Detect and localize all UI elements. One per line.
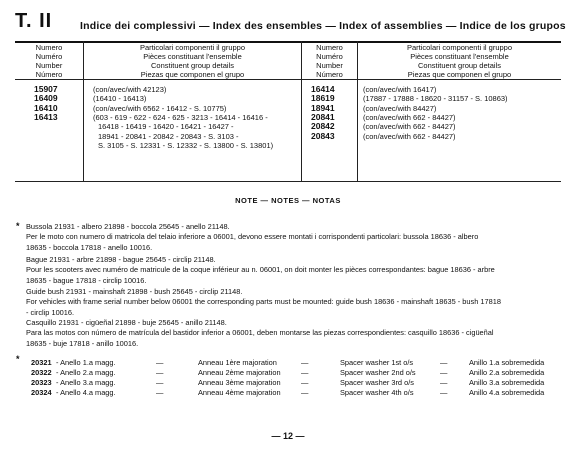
washer-dash: — — [440, 388, 448, 397]
header-details-right: Particolari componenti il gruppo Pièces constituant l'ensemble Constituent group details Piezas que componen el grupo — [406, 43, 513, 79]
washer-en: Spacer washer 3rd o/s — [340, 378, 414, 387]
table-row-details: (con/avec/with 16417) — [363, 85, 437, 94]
table-row-details: (con/avec/with 662 - 84427) — [363, 131, 456, 141]
washer-row — [0, 368, 576, 378]
table-row-details: (con/avec/with 42123) — [93, 85, 167, 94]
table-row-number: 20842 — [311, 121, 335, 132]
note-marker: * — [16, 221, 20, 231]
table-row-details: (con/avec/with 84427) — [363, 103, 437, 113]
washer-dash: — — [440, 358, 448, 367]
washer-fr: Anneau 3ème majoration — [198, 378, 281, 387]
notes-heading: NOTE — NOTES — NOTAS — [235, 196, 341, 205]
divider-header-bottom — [15, 79, 561, 80]
table-row-details: 16418 - 16419 - 16420 - 16421 - 16427 - — [98, 122, 234, 132]
table-row-number: 20843 — [311, 130, 335, 141]
table-row-details: (con/avec/with 662 - 84427) — [363, 122, 456, 132]
header-number-left: Numero Numéro Number Número — [35, 43, 63, 79]
washer-code: 20322 — [31, 368, 52, 377]
washer-row — [0, 358, 576, 368]
washer-it: - Anello 4.a magg. — [56, 388, 116, 397]
washer-es: Anillo 3.a sobremedida — [469, 378, 545, 387]
washer-en: Spacer washer 4th o/s — [340, 388, 414, 397]
header-details-left: Particolari componenti il gruppo Pièces constituant l'ensemble Constituent group details Piezas que componen el grupo — [139, 43, 246, 79]
table-row-details: (16410 - 16413) — [93, 94, 147, 104]
page-number: — 12 — — [271, 431, 305, 441]
table-row-number: 15907 — [34, 84, 58, 94]
table-row-number: 16414 — [311, 84, 335, 94]
washer-fr: Anneau 1ère majoration — [198, 358, 277, 367]
divider-table-bottom — [15, 181, 561, 182]
washer-it: - Anello 2.a magg. — [56, 368, 116, 377]
table-row-details: (con/avec/with 6562 - 16412 - S. 10775) — [93, 103, 227, 113]
table-row-number: 20841 — [311, 111, 335, 122]
washer-fr: Anneau 4ème majoration — [198, 388, 281, 397]
washer-dash: — — [156, 368, 164, 377]
washer-es: Anillo 2.a sobremedida — [469, 368, 545, 377]
washer-dash: — — [156, 358, 164, 367]
table-row-details: (17887 - 17888 - 18620 - 31157 - S. 10863) — [363, 94, 508, 104]
table-row-number: 18941 — [311, 102, 335, 113]
note-paragraph: Casquillo 21931 - cigüeñal 21898 - buje 25645 - anillo 21148. Para las motos con número de matrícula del bastidor inferior a 06001, deben montarse las piezas correspondientes: casquillo 18636 - cigüeñal 18635 - buje 17818 - anillo 10016. — [26, 318, 494, 348]
washer-en: Spacer washer 1st o/s — [340, 358, 414, 367]
washer-en: Spacer washer 2nd o/s — [340, 368, 416, 377]
washer-dash: — — [156, 378, 164, 387]
washer-code: 20324 — [31, 388, 52, 397]
table-row-number: 16409 — [34, 93, 58, 104]
table-row-number: 16413 — [34, 111, 58, 122]
table-code: T. II — [15, 10, 53, 32]
washer-row — [0, 378, 576, 388]
washer-row — [0, 388, 576, 398]
page-title: Indice dei complessivi — Index des ensembles — Index of assemblies — Indice de los grupos — [80, 20, 566, 32]
table-row-details: 18941 - 20841 - 20842 - 20843 - S. 3103 - — [98, 131, 239, 141]
washer-dash: — — [301, 378, 309, 387]
note-paragraph: Bague 21931 - arbre 21898 - bague 25645 - circlip 21148. Pour les scooters avec numéro de matricule de la coque inférieur au n. 06001, on doit monter les pièces correspondantes: bague 18636 - arbre 18635 - bague 17818 - circlip 10016. — [26, 255, 495, 285]
table-row-number: 16410 — [34, 102, 58, 113]
washer-dash: — — [440, 368, 448, 377]
washer-code: 20323 — [31, 378, 52, 387]
washer-es: Anillo 1.a sobremedida — [469, 358, 545, 367]
washer-it: - Anello 3.a magg. — [56, 378, 116, 387]
table-row-details: (603 - 619 - 622 - 624 - 625 - 3213 - 16414 - 16416 - — [93, 112, 268, 122]
washer-dash: — — [301, 368, 309, 377]
washer-fr: Anneau 2ème majoration — [198, 368, 281, 377]
washer-dash: — — [301, 388, 309, 397]
table-row-details: (con/avec/with 662 - 84427) — [363, 112, 456, 122]
table-row-number: 18619 — [311, 93, 335, 104]
washer-dash: — — [301, 358, 309, 367]
header-number-right: Numero Numéro Number Número — [316, 43, 343, 79]
washer-it: - Anello 1.a magg. — [56, 358, 116, 367]
washer-es: Anillo 4.a sobremedida — [469, 388, 545, 397]
note-paragraph: Guide bush 21931 - mainshaft 21898 - bush 25645 - circlip 21148. For vehicles with frame serial number below 06001 the corresponding parts must be mounted: guide bush 18636 - mainshaft 18635 - bush 17818 - circlip 10016. — [26, 287, 501, 317]
washer-dash: — — [156, 388, 164, 397]
washer-dash: — — [440, 378, 448, 387]
washer-marker: * — [16, 354, 20, 364]
washer-code: 20321 — [31, 358, 52, 367]
note-paragraph: Bussola 21931 - albero 21898 - boccola 25645 - anello 21148. Per le moto con numero di matricola del telaio inferiore a 06001, devono essere montati i corrispondenti particolari: bussola 18636 - albero 18635 - boccola 17818 - anello 10016. — [26, 222, 479, 252]
table-row-details: S. 3105 - S. 12331 - S. 12332 - S. 13800 - S. 13801) — [98, 140, 274, 150]
